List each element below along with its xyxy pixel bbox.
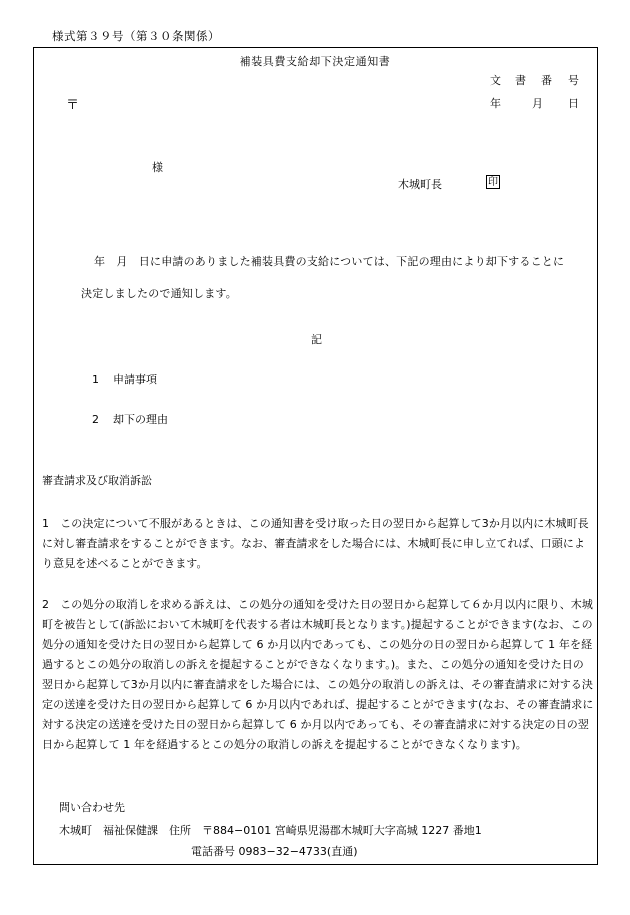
postal-mark: 〒	[66, 98, 80, 113]
appeal-paragraph-2: 2 この処分の取消しを求める訴えは、この処分の通知を受けた日の翌日から起算して６か月以内に限り、木城町を被告として(訴訟において木城町を代表する者は木城町長となります。)提起することができます(なお、この処分の通知を受けた日の翌日から起算して 6 か月以内であっても、この処分の日の翌日から起算して 1 年を経過するとこの処分の取消しの訴えを提起することができなくなります。)。また、この処分の通知を受けた日の翌日から起算して3か月以内に審査請求をした場合には、この処分の取消しの訴えは、その審査請求に対する決定の送達を受けた日の翌日から起算して 6 か月以内であれば、提起することができます(なお、その審査請求に対する決定の送達を受けた日の翌日から起算して 6 か月以内であっても、その審査請求に対する決定の日の翌日から起算して 1 年を経過するとこの処分の取消しの訴えを提起することができなくなります)。	[42, 598, 594, 751]
doc-number-char: 書	[515, 74, 527, 87]
date-month: 月	[532, 97, 543, 110]
item-2	[92, 413, 168, 427]
document-title: 補装具費支給却下決定通知書	[239, 55, 391, 68]
date-year: 年	[490, 97, 501, 110]
item-number: 2	[92, 413, 99, 426]
date-day: 日	[568, 97, 579, 110]
seal-box: 印	[488, 177, 498, 188]
notice-line-1: 年 月 日に申請のありました補装具費の支給については、下記の理由により却下することに	[94, 255, 565, 268]
contact-phone: 電話番号 0983−32−4733(直通)	[191, 845, 358, 858]
item-number: 1	[92, 373, 99, 386]
recipient-suffix: 様	[152, 161, 163, 174]
appeal-heading: 審査請求及び取消訴訟	[42, 474, 152, 487]
ki-heading: 記	[311, 333, 322, 346]
doc-number-char: 番	[541, 74, 553, 87]
sender-name: 木城町長	[398, 178, 442, 191]
doc-number-char: 号	[568, 74, 580, 87]
doc-number-char: 文	[490, 74, 502, 87]
form-number-label: 様式第３９号（第３０条関係）	[52, 29, 220, 43]
item-1	[92, 373, 157, 387]
item-label: 申請事項	[113, 373, 157, 386]
item-label: 却下の理由	[113, 413, 168, 426]
notice-line-2: 決定しましたので通知します。	[81, 287, 237, 300]
appeal-paragraph-1: 1 この決定について不服があるときは、この通知書を受け取った日の翌日から起算して3か月以内に木城町長に対し審査請求をすることができます。なお、審査請求をした場合には、木城町長に申し立てれば、口頭により意見を述べることができます。	[42, 517, 589, 570]
contact-office: 木城町 福祉保健課 住所 〒884−0101 宮崎県児湯郡木城町大字高城 1227 番地1	[59, 824, 482, 837]
contact-heading: 問い合わせ先	[59, 801, 125, 814]
